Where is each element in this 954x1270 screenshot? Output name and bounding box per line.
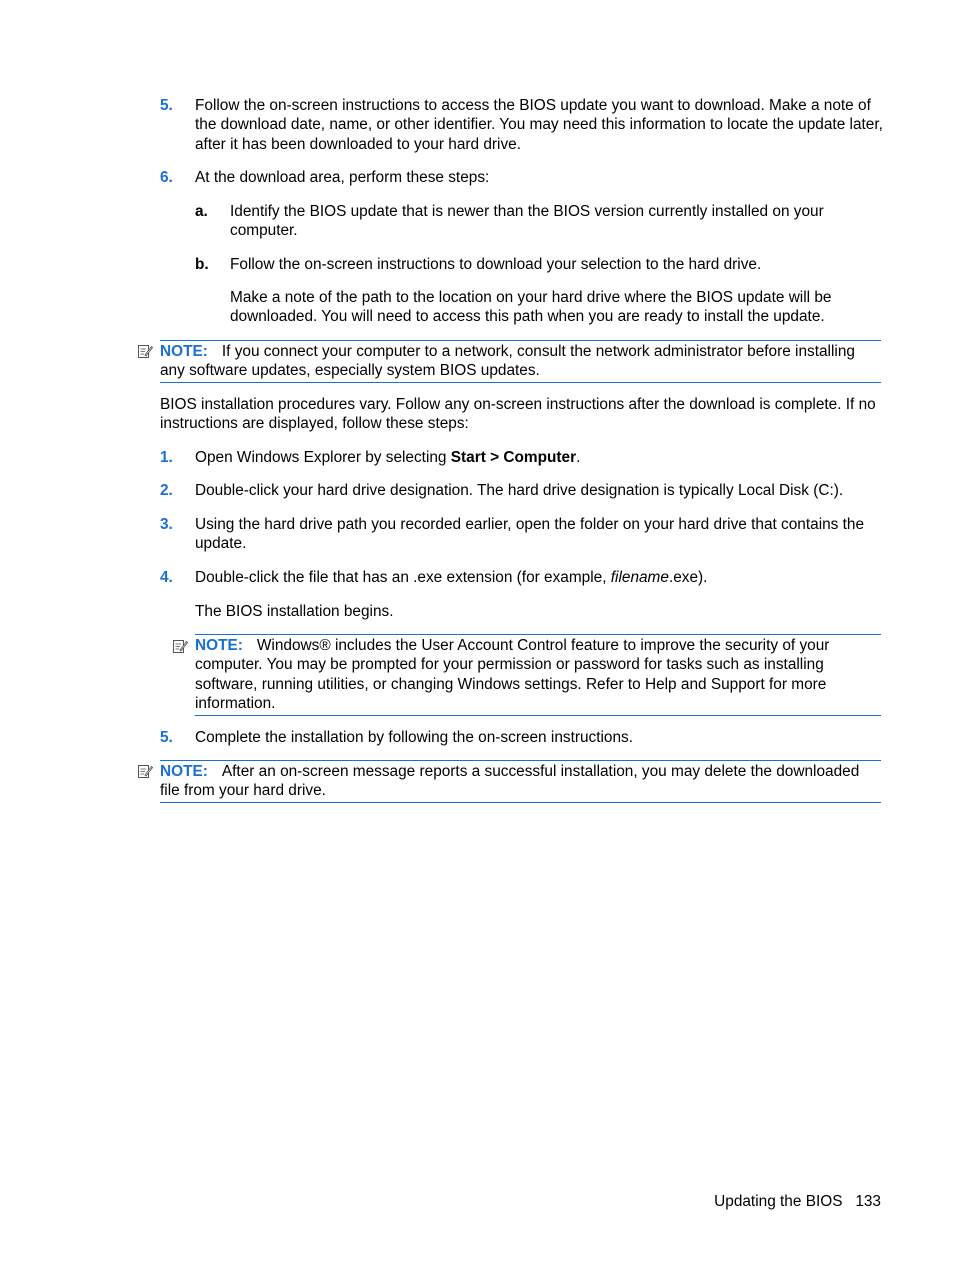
step-text: Follow the on-screen instructions to access the BIOS update you want to download. Make a note of the download date, name, or other identifier. You may need this information to locate the update later, after it has been downloaded to your hard drive. bbox=[195, 97, 883, 153]
page-number: 133 bbox=[855, 1193, 881, 1210]
note-label: NOTE: bbox=[160, 343, 208, 360]
step-text: Using the hard drive path you recorded earlier, open the folder on your hard drive that contains the update. bbox=[195, 516, 865, 553]
substep-text: Identify the BIOS update that is newer than the BIOS version currently installed on your computer. bbox=[230, 203, 824, 240]
step-result: The BIOS installation begins. bbox=[195, 603, 394, 620]
step-number: 1. bbox=[160, 449, 173, 466]
note-box bbox=[195, 634, 881, 716]
note-label: NOTE: bbox=[160, 763, 208, 780]
note-box bbox=[160, 340, 881, 383]
note-box bbox=[160, 760, 881, 803]
menu-path: Start > Computer bbox=[450, 449, 577, 466]
note-icon bbox=[137, 763, 153, 779]
step-text: Open Windows Explorer by selecting Start > Computer. bbox=[195, 449, 581, 466]
note-label: NOTE: bbox=[195, 637, 243, 654]
step-number: 5. bbox=[160, 97, 173, 114]
page-footer bbox=[714, 1192, 881, 1211]
step-number: 2. bbox=[160, 482, 173, 499]
substep-detail: Make a note of the path to the location on your hard drive where the BIOS update will be downloaded. You will need to access this path when you are ready to install the update. bbox=[230, 289, 832, 326]
substep-letter: a. bbox=[195, 203, 208, 220]
filename-placeholder: filename bbox=[610, 569, 669, 586]
intro-paragraph: BIOS installation procedures vary. Follow any on-screen instructions after the download is complete. If no instructions are displayed, follow these steps: bbox=[160, 396, 876, 433]
substep-text: Follow the on-screen instructions to download your selection to the hard drive. bbox=[230, 256, 762, 273]
step-number: 6. bbox=[160, 169, 173, 186]
step-text: At the download area, perform these steps: bbox=[195, 169, 490, 186]
step-number: 3. bbox=[160, 516, 173, 533]
step-text: Double-click the file that has an .exe extension (for example, filename.exe). bbox=[195, 569, 708, 586]
note-text: Windows® includes the User Account Control feature to improve the security of your computer. You may be prompted for your permission or password for tasks such as installing software, running utilities, or changing Windows settings. Refer to Help and Support for more information. bbox=[195, 637, 830, 713]
note-icon bbox=[137, 343, 153, 359]
step-number: 5. bbox=[160, 729, 173, 746]
note-text: After an on-screen message reports a successful installation, you may delete the downloaded file from your hard drive. bbox=[160, 763, 860, 800]
step-text: Complete the installation by following the on-screen instructions. bbox=[195, 729, 634, 746]
footer-section-title: Updating the BIOS bbox=[714, 1193, 843, 1210]
note-text: If you connect your computer to a network, consult the network administrator before installing any software updates, especially system BIOS updates. bbox=[160, 343, 855, 380]
note-icon bbox=[172, 638, 188, 654]
step-text: Double-click your hard drive designation. The hard drive designation is typically Local Disk (C:). bbox=[195, 482, 844, 499]
step-number: 4. bbox=[160, 569, 173, 586]
substep-letter: b. bbox=[195, 256, 209, 273]
